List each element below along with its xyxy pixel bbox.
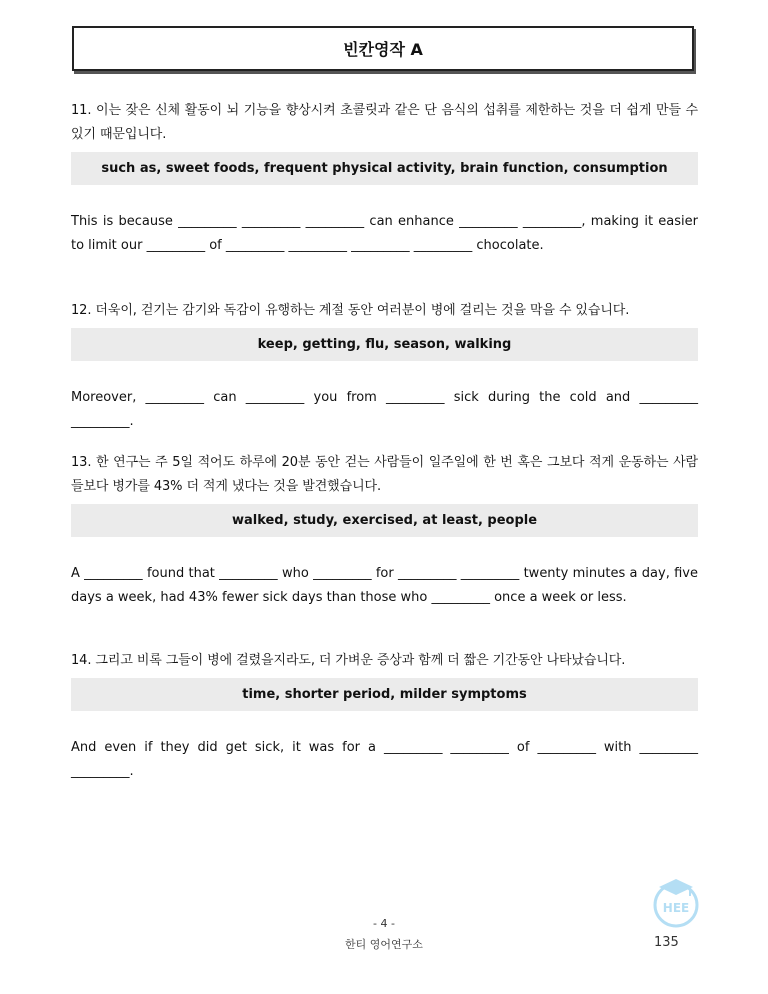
question-14 xyxy=(71,649,698,784)
footer-organization: 한티 영어연구소 xyxy=(345,938,423,951)
word-bank: such as, sweet foods, frequent physical activity, brain function, consumption xyxy=(71,152,698,185)
korean-sentence: 14. 그리고 비록 그들이 병에 걸렸을지라도, 더 가벼운 증상과 함께 더 짧은 기간동안 나타났습니다. xyxy=(71,653,626,668)
word-bank: keep, getting, flu, season, walking xyxy=(71,328,698,361)
korean-sentence: 11. 이는 잦은 신체 활동이 뇌 기능을 향상시켜 초콜릿과 같은 단 음식의 섭취를 제한하는 것을 더 쉽게 만들 수 있기 때문입니다. xyxy=(71,103,698,142)
footer-number: 135 xyxy=(654,935,679,950)
page-number: - 4 - xyxy=(373,917,395,930)
korean-sentence: 12. 더욱이, 걷기는 감기와 독감이 유행하는 계절 동안 여러분이 병에 걸리는 것을 막을 수 있습니다. xyxy=(71,303,630,318)
logo-text: HEE xyxy=(662,901,690,915)
english-blank-sentence: This is because _________ _________ _________ can enhance _________ _________, making it easier to limit our _________ of _________ _________ _________ _________ chocolate. xyxy=(71,214,698,253)
english-blank-sentence: A _________ found that _________ who _________ for _________ _________ twenty minutes a day, five days a week, had 43% fewer sick days than those who _________ once a week or less. xyxy=(71,566,698,605)
english-blank-sentence: And even if they did get sick, it was for a _________ _________ of _________ with _________ _________. xyxy=(71,740,698,779)
question-13 xyxy=(71,451,698,610)
korean-sentence: 13. 한 연구는 주 5일 적어도 하루에 20분 동안 걷는 사람들이 일주일에 한 번 혹은 그보다 적게 운동하는 사람들보다 병가를 43% 더 적게 냈다는 것을 발견했습니다. xyxy=(71,455,698,494)
question-11 xyxy=(71,99,698,258)
question-12 xyxy=(71,299,698,434)
word-bank: time, shorter period, milder symptoms xyxy=(71,678,698,711)
page-title: 빈칸영작 A xyxy=(72,26,694,71)
english-blank-sentence: Moreover, _________ can _________ you from _________ sick during the cold and _________ _________. xyxy=(71,390,698,429)
word-bank: walked, study, exercised, at least, people xyxy=(71,504,698,537)
